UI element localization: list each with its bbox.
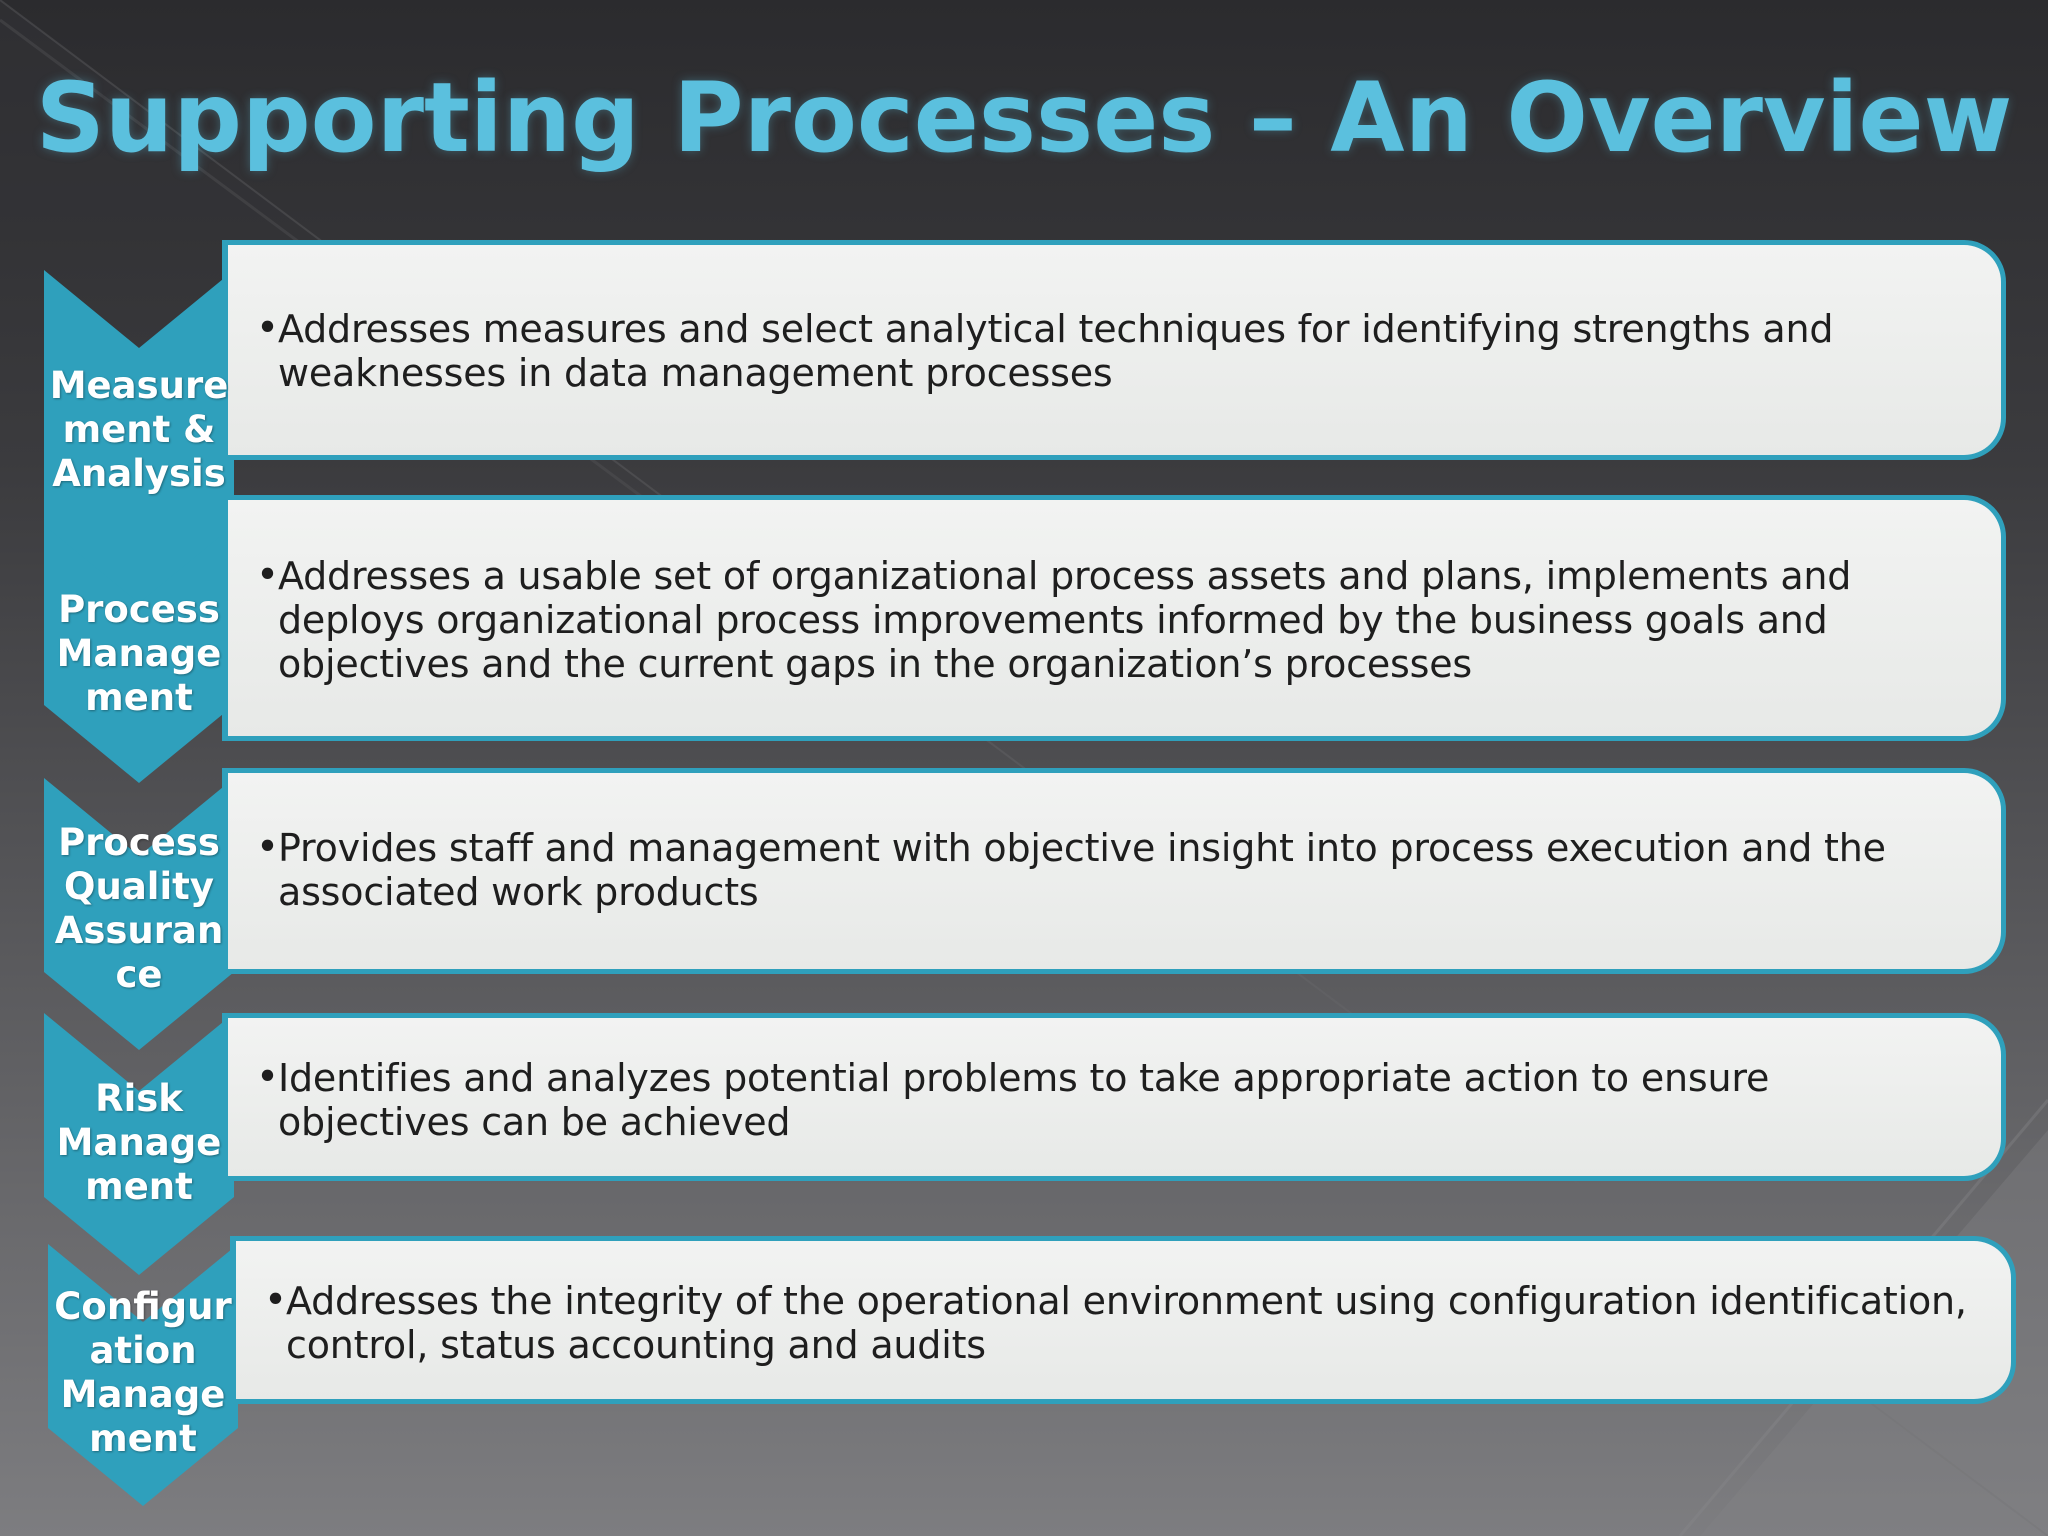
process-description: Identifies and analyzes potential problems to take appropriate action to ensure objectives can be achieved: [278, 1056, 1770, 1144]
process-description: Addresses a usable set of organizational process assets and plans, implements and deploys organizational process improvements informed by the business goals and objectives and the current gaps in the organization’s processes: [278, 554, 1852, 686]
process-label: Process Manage ment: [56, 588, 222, 719]
process-label: Risk Manage ment: [56, 1077, 222, 1208]
description-box: [222, 240, 2006, 460]
bullet-glyph: •: [256, 306, 280, 351]
description-box: [230, 1236, 2016, 1404]
page-title: Supporting Processes – An Overview: [35, 62, 2013, 174]
process-label: Process Quality Assuran ce: [54, 821, 224, 996]
description-box: [222, 495, 2006, 741]
description-box: [222, 1013, 2006, 1181]
bullet-glyph: •: [256, 825, 280, 870]
process-label: Configur ation Manage ment: [54, 1285, 232, 1460]
process-label: Measure ment & Analysis: [49, 364, 229, 495]
description-box: [222, 768, 2006, 974]
process-description: Addresses the integrity of the operational environment using configuration identification, control, status accounting and audits: [286, 1279, 1967, 1367]
process-description: Addresses measures and select analytical techniques for identifying strengths and weaknesses in data management processes: [278, 307, 1834, 395]
bullet-glyph: •: [256, 553, 280, 598]
bullet-glyph: •: [264, 1278, 288, 1323]
bullet-glyph: •: [256, 1055, 280, 1100]
process-description: Provides staff and management with objective insight into process execution and the associated work products: [278, 826, 1886, 914]
